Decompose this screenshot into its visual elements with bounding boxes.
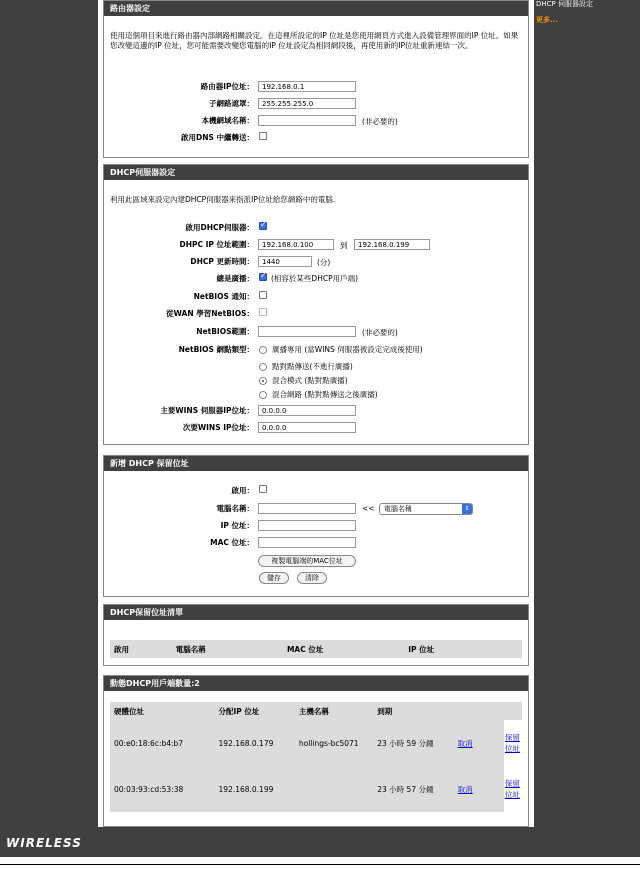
- reservation-ip-label: IP 位址：: [220, 521, 254, 530]
- netbios-scope-input[interactable]: [258, 326, 356, 337]
- wins-secondary-label: 次要WINS IP位址：: [182, 423, 254, 432]
- right-help-column: [534, 0, 640, 827]
- dhcp-range-to: 到: [340, 241, 348, 250]
- col-hardware-address: 硬體位址: [110, 702, 215, 720]
- dhcp-clients-header: 動態DHCP用戶端數量:2: [104, 676, 528, 691]
- clear-button[interactable]: 清除: [297, 572, 327, 584]
- dhcp-clients-table: [110, 702, 522, 812]
- dhcp-server-header: DHCP伺服器設定: [104, 165, 528, 180]
- netbios-wan-label: 從WAN 學習NetBIOS：: [166, 309, 254, 318]
- local-domain-input[interactable]: [258, 115, 356, 126]
- always-broadcast-checkbox[interactable]: [259, 273, 267, 281]
- col-expires: 到期: [373, 702, 453, 720]
- client-mac: 00:e0:18:6c:b4:b7: [110, 720, 215, 766]
- col-ip: IP 位址: [404, 640, 498, 658]
- node-type-mixed-radio[interactable]: [259, 377, 267, 385]
- reservation-enable-label: 啟用：: [231, 486, 254, 495]
- col-hostname: 主機名稱: [295, 702, 373, 720]
- always-broadcast-note: (相容於某些DHCP用戶端): [271, 274, 359, 283]
- reservation-list-table: [110, 640, 522, 658]
- dhcp-server-section: [103, 164, 529, 445]
- col-computer-name: 電腦名稱: [172, 640, 283, 658]
- dns-relay-label: 啟用DNS 中繼轉送：: [180, 133, 254, 142]
- router-settings-header: 路由器設定: [104, 1, 528, 16]
- computer-name-arrow: <<: [362, 504, 375, 513]
- netbios-wan-checkbox[interactable]: [259, 308, 267, 316]
- node-type-hybrid-label: 混合網路 (點對點傳送之後廣播): [272, 390, 378, 399]
- computer-name-input[interactable]: [258, 503, 356, 514]
- dhcp-lease-unit: (分): [317, 258, 331, 267]
- wins-secondary-input[interactable]: 0.0.0.0: [258, 422, 356, 433]
- client-host: hollings-bc5071: [295, 720, 373, 766]
- col-assigned-ip: 分配IP 位址: [215, 702, 295, 720]
- reservation-list-header: DHCP保留位址清單: [104, 605, 528, 620]
- subnet-mask-input[interactable]: 255.255.255.0: [258, 98, 356, 109]
- wins-primary-label: 主要WINS 伺服器IP位址：: [160, 406, 254, 415]
- help-title: DHCP 伺服器設定: [536, 0, 593, 8]
- dhcp-clients-section: [103, 675, 529, 827]
- computer-name-select[interactable]: [379, 503, 473, 515]
- table-row: [110, 766, 522, 812]
- node-type-broadcast-radio[interactable]: [259, 346, 267, 354]
- dhcp-enable-label: 啟用DHCP伺服器：: [185, 223, 254, 232]
- dhcp-enable-checkbox[interactable]: [259, 222, 267, 230]
- col-enable: 啟用: [110, 640, 172, 658]
- client-ip: 192.168.0.199: [215, 766, 295, 812]
- always-broadcast-label: 總是廣播：: [216, 274, 254, 283]
- subnet-mask-label: 子網路遮罩：: [209, 99, 254, 108]
- router-ip-label: 路由器IP位址：: [200, 82, 254, 91]
- reserve-link[interactable]: 保留位址: [504, 733, 520, 753]
- dhcp-lease-label: DHCP 更新時間：: [190, 257, 254, 266]
- dns-relay-checkbox[interactable]: [259, 132, 267, 140]
- node-type-broadcast-label: 廣播專用 (當WINS 伺服器被設定完成後使用): [272, 345, 423, 354]
- help-more-link[interactable]: 更多...: [536, 16, 558, 24]
- node-type-mixed-label: 混合模式 (點對點廣播): [272, 376, 348, 385]
- select-arrow-icon: ⇕: [462, 504, 472, 514]
- revoke-link[interactable]: 取消: [457, 784, 473, 794]
- dhcp-range-label: DHPC IP 位址範圍：: [179, 240, 254, 249]
- dhcp-server-description: 利用此區域來設定內建DHCP伺服器來指派IP位址給您網路中的電腦.: [110, 195, 336, 204]
- reservation-ip-input[interactable]: [258, 520, 356, 531]
- client-expires: 23 小時 57 分鐘: [373, 766, 453, 812]
- computer-name-select-value: 電腦名稱: [384, 505, 412, 513]
- local-domain-note: (非必要的): [362, 117, 398, 126]
- dhcp-lease-input[interactable]: 1440: [258, 256, 312, 267]
- client-mac: 00:03:93:cd:53:38: [110, 766, 215, 812]
- client-ip: 192.168.0.179: [215, 720, 295, 766]
- reserve-link[interactable]: 保留位址: [504, 779, 520, 799]
- client-host: [295, 766, 373, 812]
- wins-primary-input[interactable]: 0.0.0.0: [258, 405, 356, 416]
- netbios-node-type-label: NetBIOS 網點類型：: [178, 345, 254, 354]
- local-domain-label: 本機網域名稱：: [201, 116, 254, 125]
- revoke-link[interactable]: 取消: [457, 738, 473, 748]
- node-type-hybrid-radio[interactable]: [259, 391, 267, 399]
- router-settings-section: [103, 0, 529, 158]
- reservation-list-section: [103, 604, 529, 666]
- bottom-strip: [0, 857, 640, 869]
- wireless-logo: WIRELESS: [6, 836, 82, 850]
- footer: [0, 827, 640, 857]
- reservation-mac-input[interactable]: [258, 537, 356, 548]
- divider: [0, 864, 640, 865]
- client-expires: 23 小時 59 分鐘: [373, 720, 453, 766]
- node-type-p2p-label: 點對點傳送(不進行廣播): [272, 362, 353, 371]
- dhcp-reservation-section: [103, 455, 529, 597]
- node-type-p2p-radio[interactable]: [259, 363, 267, 371]
- save-button[interactable]: 儲存: [259, 572, 289, 584]
- reservation-enable-checkbox[interactable]: [259, 485, 267, 493]
- reservation-mac-label: MAC 位址：: [210, 538, 254, 547]
- col-mac: MAC 位址: [283, 640, 404, 658]
- router-settings-description: 使用這個項目來進行路由器內部網路相關設定。在這裡所設定的IP 位址是您使用網頁方式進入設備管理界面的IP 位址。如果您改變這邊的IP 位址，您可能需要改變您電腦的IP 位址設定為相同網段後，再使用新的IP位址重新連結一次。: [110, 31, 519, 50]
- netbios-scope-label: NetBIOS範圍：: [196, 327, 254, 336]
- dhcp-range-start-input[interactable]: 192.168.0.100: [258, 239, 334, 250]
- netbios-announce-label: NetBIOS 通知：: [193, 292, 254, 301]
- netbios-scope-note: (非必要的): [362, 328, 398, 337]
- table-row: [110, 720, 522, 766]
- computer-name-label: 電腦名稱：: [216, 504, 254, 513]
- copy-mac-button[interactable]: 複製電腦端的MAC位址: [258, 555, 356, 567]
- netbios-announce-checkbox[interactable]: [259, 291, 267, 299]
- dhcp-reservation-header: 新增 DHCP 保留位址: [104, 456, 528, 471]
- left-sidebar: [0, 0, 98, 827]
- dhcp-range-end-input[interactable]: 192.168.0.199: [354, 239, 430, 250]
- router-ip-input[interactable]: 192.168.0.1: [258, 81, 356, 92]
